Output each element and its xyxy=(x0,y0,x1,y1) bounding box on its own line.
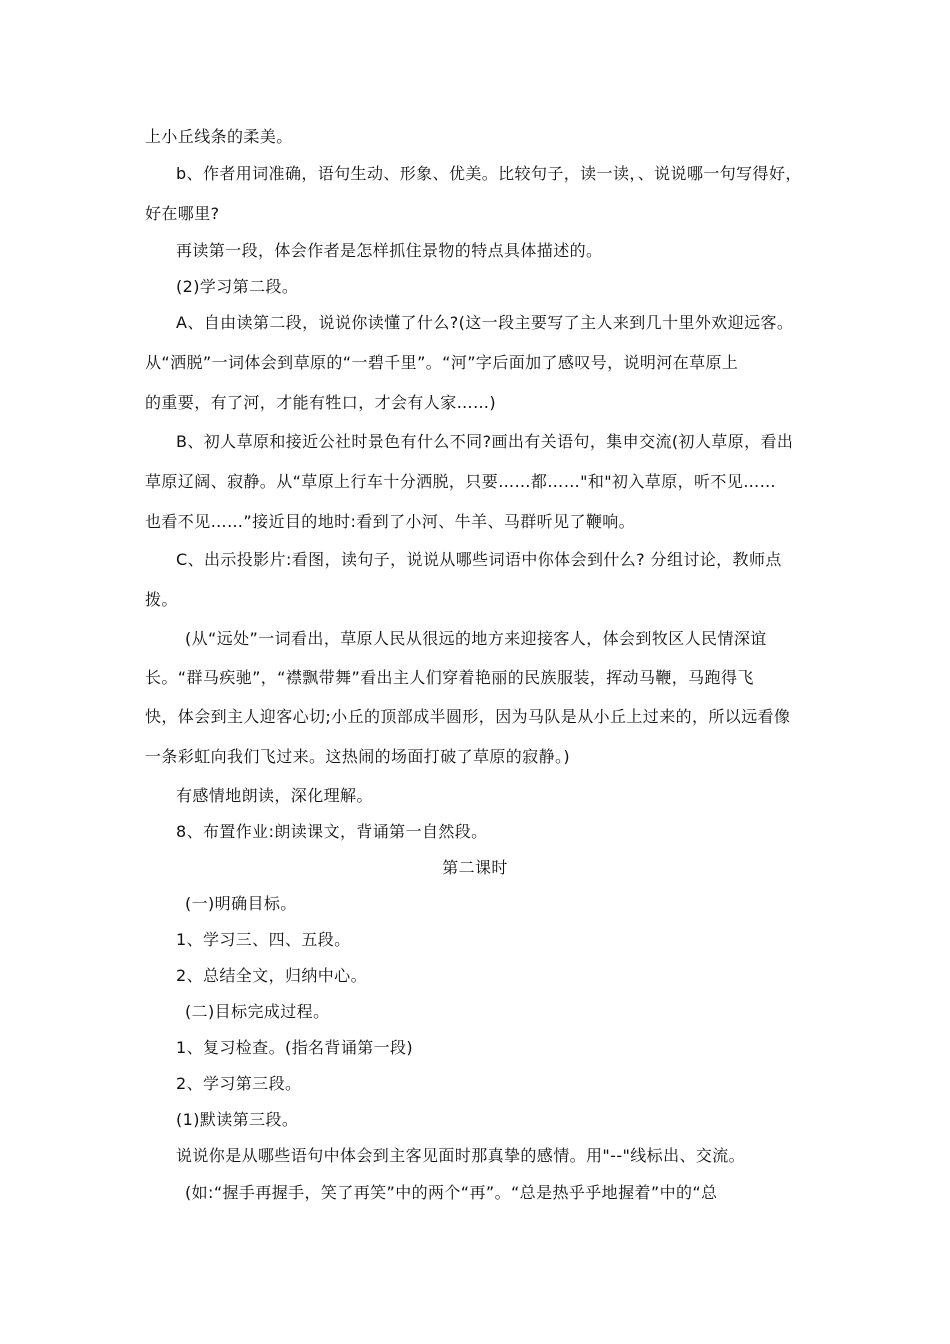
text-line: 从“洒脱”一词体会到草原的“一碧千里”。“河”字后面加了感叹号，说明河在草原上 xyxy=(145,353,739,372)
text-line: (如:“握手再握手，笑了再笑”中的两个“再”。“总是热乎乎地握着”中的“总 xyxy=(185,1183,718,1202)
text-line: 再读第一段，体会作者是怎样抓住景物的特点具体描述的。 xyxy=(176,241,603,260)
text-line: B、初人草原和接近公社时景色有什么不同?画出有关语句，集申交流(初人草原，看出 xyxy=(176,432,794,451)
text-line: 也看不见……”接近目的地时:看到了小河、牛羊、马群听见了鞭响。 xyxy=(145,512,636,531)
list-item: 1、复习检查。(指名背诵第一段) xyxy=(176,1038,414,1057)
list-item: 1、学习三、四、五段。 xyxy=(176,930,351,949)
text-line: 好在哪里? xyxy=(145,204,220,223)
lesson-title: 第二课时 xyxy=(442,858,508,877)
section-heading: (一)明确目标。 xyxy=(185,894,297,913)
text-line: 上小丘线条的柔美。 xyxy=(145,127,293,146)
list-item: 2、学习第三段。 xyxy=(176,1074,302,1093)
text-line: 一条彩虹向我们飞过来。这热闹的场面打破了草原的寂静。) xyxy=(145,747,571,766)
text-line: 草原辽阔、寂静。从“草原上行车十分洒脱，只要……都……"和"初入草原，听不见…… xyxy=(145,472,777,491)
text-line: (从“远处”一词看出，草原人民从很远的地方来迎接客人，体会到牧区人民情深谊 xyxy=(185,629,767,648)
list-item: 2、总结全文，归纳中心。 xyxy=(176,966,367,985)
text-line: 有感情地朗读，深化理解。 xyxy=(176,786,373,805)
section-heading: (2)学习第二段。 xyxy=(176,277,299,296)
text-line: C、出示投影片:看图，读句子，说说从哪些词语中你体会到什么? 分组讨论，教师点 xyxy=(176,550,782,569)
text-line: 8、布置作业:朗读课文，背诵第一自然段。 xyxy=(176,822,488,841)
text-line: 拨。 xyxy=(145,590,178,609)
text-line: 快，体会到主人迎客心切;小丘的顶部成半圆形，因为马队是从小丘上过来的，所以远看像 xyxy=(145,707,791,726)
text-line: 说说你是从哪些语句中体会到主客见面时那真挚的感情。用"--"线标出、交流。 xyxy=(176,1146,746,1165)
text-line: b、作者用词准确，语句生动、形象、优美。比较句子，读一读，、说说哪一句写得好， xyxy=(176,164,802,183)
section-heading: (二)目标完成过程。 xyxy=(185,1002,330,1021)
text-line: 长。“群马疾驰”，“襟飘带舞”看出主人们穿着艳丽的民族服装，挥动马鞭，马跑得飞 xyxy=(145,668,754,687)
text-line: A、自由读第二段，说说你读懂了什么?(这一段主要写了主人来到几十里外欢迎远客。 xyxy=(176,313,794,332)
text-line: 的重要，有了河，才能有牲口，才会有人家……) xyxy=(145,393,497,412)
list-item: (1)默读第三段。 xyxy=(176,1110,299,1129)
